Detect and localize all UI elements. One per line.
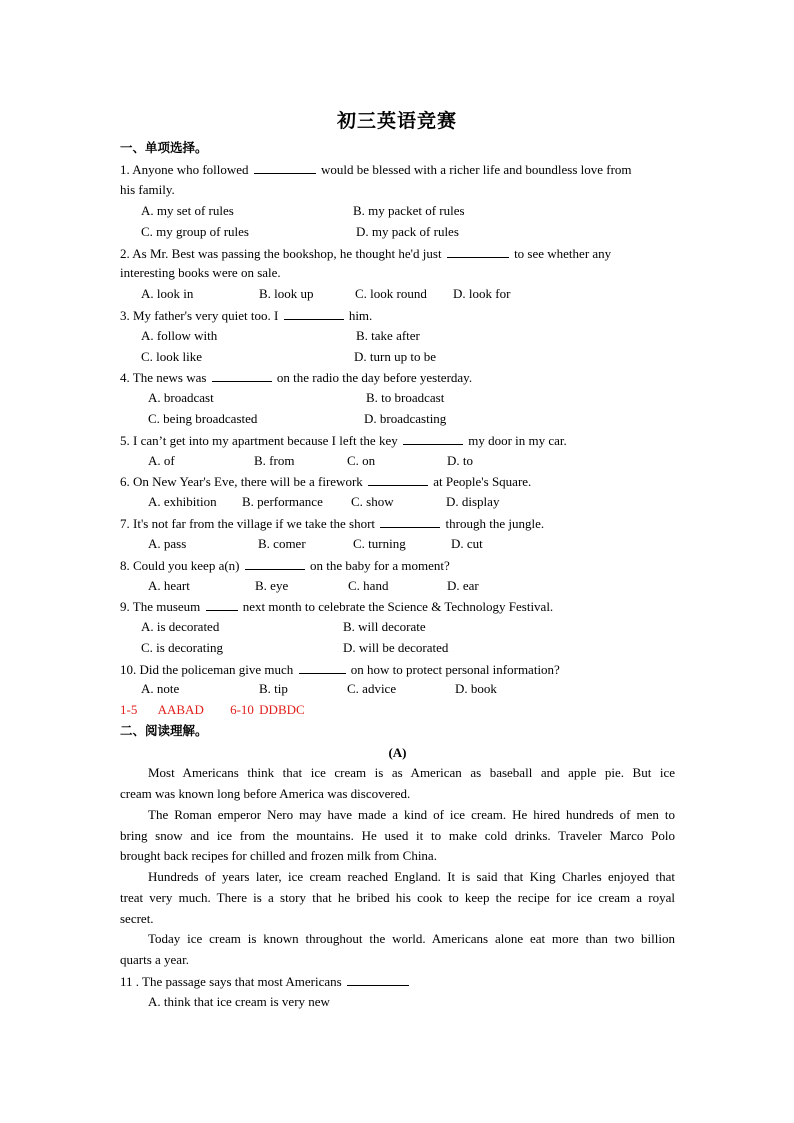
passage-label: (A) — [388, 745, 407, 760]
question-11-blank[interactable] — [347, 973, 409, 986]
question-3-option-a[interactable]: A. follow with — [141, 328, 218, 343]
question-2-option-b[interactable]: B. look up — [259, 286, 314, 301]
question-10-blank[interactable] — [299, 661, 346, 674]
question-8-text-a: 8. Could you keep a(n) — [120, 558, 240, 573]
document-title: 初三英语竞赛 — [336, 110, 457, 132]
question-9-text-a: 9. The museum — [120, 599, 201, 614]
question-7-option-c[interactable]: C. turning — [353, 536, 406, 551]
question-7-text-a: 7. It's not far from the village if we take the short — [120, 516, 376, 531]
question-6-line1 — [120, 473, 531, 490]
question-6-option-b[interactable]: B. performance — [242, 494, 323, 509]
question-1-option-b[interactable]: B. my packet of rules — [353, 203, 465, 218]
question-4-option-a[interactable]: A. broadcast — [148, 390, 214, 405]
question-7-option-b[interactable]: B. comer — [258, 536, 306, 551]
question-9-option-c[interactable]: C. is decorating — [141, 640, 223, 655]
question-5-blank[interactable] — [403, 432, 463, 445]
question-3-line1 — [120, 307, 372, 324]
question-5-option-b[interactable]: B. from — [254, 453, 295, 468]
question-11-text: 11 . The passage says that most Americans — [120, 974, 342, 989]
question-9-blank[interactable] — [206, 598, 238, 611]
question-1-option-d[interactable]: D. my pack of rules — [356, 224, 459, 239]
question-5-option-d[interactable]: D. to — [447, 453, 473, 468]
question-9-option-b[interactable]: B. will decorate — [343, 619, 426, 634]
question-4-blank[interactable] — [212, 369, 272, 382]
question-5-line1 — [120, 432, 567, 449]
question-1-option-c[interactable]: C. my group of rules — [141, 224, 249, 239]
question-2-option-d[interactable]: D. look for — [453, 286, 511, 301]
question-2-option-c[interactable]: C. look round — [355, 286, 427, 301]
question-2-text-a: 2. As Mr. Best was passing the bookshop, he thought he'd just — [120, 246, 442, 261]
question-3-option-d[interactable]: D. turn up to be — [354, 349, 436, 364]
question-10-option-a[interactable]: A. note — [141, 681, 180, 696]
passage-p4-line1: Today ice cream is known throughout the world. Americans alone eat more than two billion — [148, 931, 675, 946]
question-6-option-c[interactable]: C. show — [351, 494, 394, 509]
question-10-option-b[interactable]: B. tip — [259, 681, 288, 696]
question-1-blank[interactable] — [254, 161, 316, 174]
question-4-option-b[interactable]: B. to broadcast — [366, 390, 445, 405]
question-6-blank[interactable] — [368, 473, 428, 486]
question-1-line2: his family. — [120, 182, 175, 197]
question-2-line2: interesting books were on sale. — [120, 265, 281, 280]
question-1-line1 — [120, 161, 632, 178]
passage-p1-line1: Most Americans think that ice cream is as American as baseball and apple pie. But ice — [148, 765, 675, 780]
question-9-line1 — [120, 598, 553, 615]
question-10-text-a: 10. Did the policeman give much — [120, 662, 294, 677]
question-10-line1 — [120, 661, 560, 678]
question-1-text-a: 1. Anyone who followed — [120, 162, 249, 177]
question-5-text-a: 5. I can’t get into my apartment because I left the key — [120, 433, 398, 448]
question-10-text-b: on how to protect personal information? — [350, 662, 560, 677]
question-4-option-c[interactable]: C. being broadcasted — [148, 411, 258, 426]
question-8-blank[interactable] — [245, 557, 305, 570]
question-2-line1 — [120, 245, 611, 262]
section-heading-multiple-choice: 一、单项选择。 — [120, 140, 208, 155]
question-8-option-d[interactable]: D. ear — [447, 578, 479, 593]
question-4-option-d[interactable]: D. broadcasting — [364, 411, 447, 426]
question-1-option-a[interactable]: A. my set of rules — [141, 203, 234, 218]
question-10-option-c[interactable]: C. advice — [347, 681, 397, 696]
passage-p3-line3: secret. — [120, 911, 154, 926]
passage-p3-line1: Hundreds of years later, ice cream reached England. It is said that King Charles enjoyed that — [148, 869, 675, 884]
question-3-option-c[interactable]: C. look like — [141, 349, 203, 364]
question-8-text-b: on the baby for a moment? — [310, 558, 450, 573]
passage-p2-line3: brought back recipes for chilled and frozen milk from China. — [120, 848, 437, 863]
question-11-line1 — [120, 973, 411, 990]
question-10-option-d[interactable]: D. book — [455, 681, 497, 696]
question-8-option-b[interactable]: B. eye — [255, 578, 289, 593]
question-6-text-b: at People's Square. — [433, 474, 532, 489]
passage-p2-line2: bring snow and ice from the mountains. He used it to make cold drinks. Traveler Marco Polo — [120, 828, 675, 843]
passage-p4-line2: quarts a year. — [120, 952, 189, 967]
question-3-option-b[interactable]: B. take after — [356, 328, 420, 343]
question-4-text-a: 4. The news was — [120, 370, 207, 385]
question-2-blank[interactable] — [447, 245, 509, 258]
question-11-option-a[interactable]: A. think that ice cream is very new — [148, 994, 330, 1009]
question-5-option-a[interactable]: A. of — [148, 453, 175, 468]
question-9-text-b: next month to celebrate the Science & Technology Festival. — [242, 599, 554, 614]
question-2-text-b: to see whether any — [514, 246, 612, 261]
answer-key: 1-5 AABAD 6-10 DDBDC — [120, 702, 305, 717]
question-7-blank[interactable] — [380, 515, 440, 528]
question-3-text-a: 3. My father's very quiet too. I — [120, 308, 279, 323]
question-3-blank[interactable] — [284, 307, 344, 320]
question-6-option-d[interactable]: D. display — [446, 494, 500, 509]
passage-p2-line1: The Roman emperor Nero may have made a kind of ice cream. He hired hundreds of men to — [148, 807, 675, 822]
passage-p1-line2: cream was known long before America was discovered. — [120, 786, 411, 801]
question-7-text-b: through the jungle. — [445, 516, 545, 531]
question-8-option-c[interactable]: C. hand — [348, 578, 389, 593]
question-4-line1 — [120, 369, 472, 386]
passage-p3-line2: treat very much. There is a story that he bribed his cook to keep the recipe for ice cream a royal — [120, 890, 675, 905]
question-9-option-a[interactable]: A. is decorated — [141, 619, 220, 634]
question-8-line1 — [120, 557, 450, 574]
question-7-option-a[interactable]: A. pass — [148, 536, 187, 551]
question-8-option-a[interactable]: A. heart — [148, 578, 190, 593]
question-9-option-d[interactable]: D. will be decorated — [343, 640, 449, 655]
question-7-line1 — [120, 515, 544, 532]
question-6-text-a: 6. On New Year's Eve, there will be a firework — [120, 474, 363, 489]
question-7-option-d[interactable]: D. cut — [451, 536, 483, 551]
question-5-option-c[interactable]: C. on — [347, 453, 376, 468]
question-1-text-b: would be blessed with a richer life and boundless love from — [321, 162, 632, 177]
question-5-text-b: my door in my car. — [468, 433, 567, 448]
question-4-text-b: on the radio the day before yesterday. — [276, 370, 473, 385]
question-3-text-b: him. — [348, 308, 373, 323]
section-heading-reading: 二、阅读理解。 — [120, 723, 208, 738]
question-6-option-a[interactable]: A. exhibition — [148, 494, 217, 509]
question-2-option-a[interactable]: A. look in — [141, 286, 194, 301]
